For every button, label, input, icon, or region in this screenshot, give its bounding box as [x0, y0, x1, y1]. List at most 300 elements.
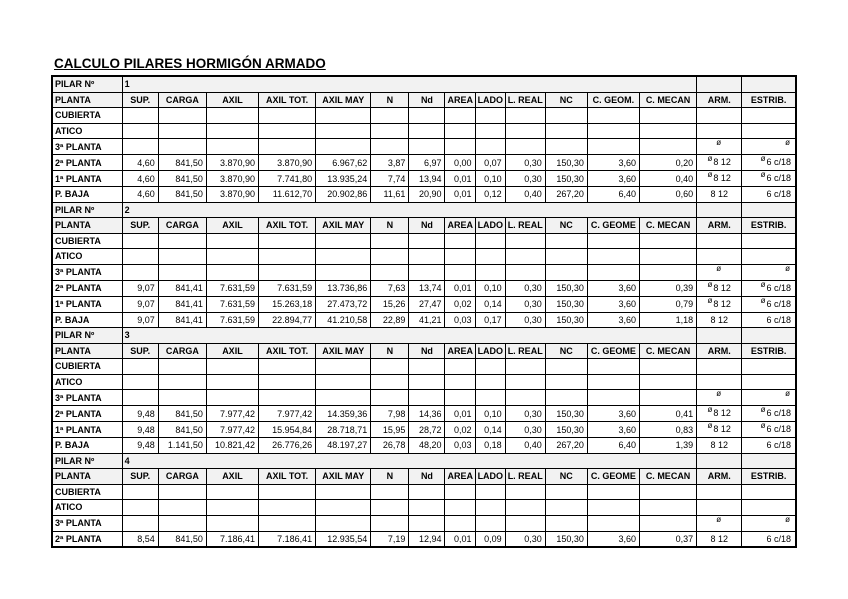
data-cell [316, 359, 371, 375]
planta-label: ATICO [52, 249, 122, 265]
data-cell [445, 249, 475, 265]
data-cell: 3,60 [587, 406, 639, 422]
data-cell: 9,48 [122, 406, 158, 422]
data-cell [409, 500, 445, 516]
data-cell: 0,02 [445, 422, 475, 438]
data-cell [409, 123, 445, 139]
planta-label: 2ª PLANTA [52, 155, 122, 171]
planta-row [52, 171, 796, 187]
planta-row [52, 108, 796, 124]
data-cell: 15.954,84 [259, 422, 316, 438]
data-cell: 0,30 [505, 155, 545, 171]
phi-symbol: ø [785, 264, 790, 273]
data-cell: 7.631,59 [206, 280, 258, 296]
data-cell [639, 264, 696, 280]
data-cell: 7.631,59 [259, 280, 316, 296]
data-cell [475, 123, 505, 139]
estribo-cell [742, 187, 796, 203]
data-cell: 0,14 [475, 296, 505, 312]
column-header: AXIL MAY [316, 343, 371, 359]
column-header: C. GEOM. [587, 92, 639, 108]
data-cell: 4,60 [122, 155, 158, 171]
data-cell: 7.977,42 [206, 406, 258, 422]
data-cell: 0,17 [475, 312, 505, 328]
data-cell [122, 500, 158, 516]
estribo-cell [742, 108, 796, 124]
column-header: AXIL [206, 218, 258, 234]
data-cell: 0,10 [475, 280, 505, 296]
data-cell: 7,63 [371, 280, 409, 296]
pilar-number: 4 [122, 453, 697, 469]
data-cell [122, 139, 158, 155]
data-cell [409, 139, 445, 155]
planta-row [52, 249, 796, 265]
data-cell: 841,50 [158, 422, 206, 438]
estribo-value: 6 c/18 [766, 157, 791, 167]
data-cell: 7.186,41 [259, 531, 316, 547]
estribo-value: 6 c/18 [766, 189, 791, 200]
data-cell [445, 374, 475, 390]
data-cell: 0,30 [505, 406, 545, 422]
data-cell: 15,95 [371, 422, 409, 438]
data-cell [475, 374, 505, 390]
data-cell [545, 374, 587, 390]
column-header: C. GEOME [587, 469, 639, 485]
data-cell [505, 249, 545, 265]
estribo-value: 6 c/18 [766, 533, 791, 544]
armadura-cell [697, 422, 742, 438]
data-cell [259, 249, 316, 265]
data-cell: 48,20 [409, 438, 445, 454]
data-cell [587, 500, 639, 516]
column-header: L. REAL [505, 92, 545, 108]
data-cell [206, 515, 258, 531]
data-cell: 3,60 [587, 312, 639, 328]
planta-row [52, 187, 796, 203]
data-cell [259, 500, 316, 516]
data-cell [259, 390, 316, 406]
data-cell [206, 359, 258, 375]
column-header: AREA [445, 92, 475, 108]
data-cell [545, 500, 587, 516]
data-cell [587, 123, 639, 139]
armadura-value: 8 12 [710, 314, 728, 325]
column-header: AXIL [206, 469, 258, 485]
data-cell: 11.612,70 [259, 187, 316, 203]
estribo-cell [742, 390, 796, 406]
planta-row [52, 312, 796, 328]
column-header: AXIL TOT. [259, 343, 316, 359]
data-cell: 15,26 [371, 296, 409, 312]
data-cell: 0,03 [445, 312, 475, 328]
column-header: N [371, 218, 409, 234]
column-header: NC [545, 218, 587, 234]
pilares-table [51, 75, 797, 548]
data-cell [475, 108, 505, 124]
column-header: CARGA [158, 218, 206, 234]
data-cell: 0,39 [639, 280, 696, 296]
empty-cell [742, 453, 796, 469]
data-cell [158, 484, 206, 500]
data-cell [259, 359, 316, 375]
data-cell: 0,01 [445, 531, 475, 547]
data-cell: 14,36 [409, 406, 445, 422]
data-cell [545, 359, 587, 375]
data-cell: 841,50 [158, 171, 206, 187]
data-cell [158, 500, 206, 516]
data-cell: 6.967,62 [316, 155, 371, 171]
planta-row [52, 531, 796, 547]
armadura-cell [697, 155, 742, 171]
data-cell: 6,40 [587, 187, 639, 203]
data-cell: 0,40 [505, 438, 545, 454]
estribo-cell [742, 264, 796, 280]
data-cell [371, 249, 409, 265]
data-cell: 150,30 [545, 406, 587, 422]
data-cell [371, 359, 409, 375]
data-cell: 0,40 [505, 187, 545, 203]
data-cell [445, 108, 475, 124]
planta-label: 3ª PLANTA [52, 139, 122, 155]
phi-symbol: ø [716, 264, 722, 273]
data-cell: 0,01 [445, 187, 475, 203]
data-cell: 0,30 [505, 280, 545, 296]
estribo-cell [742, 359, 796, 375]
column-header: ESTRIB. [742, 218, 796, 234]
estribo-cell [742, 438, 796, 454]
data-cell: 7.977,42 [259, 406, 316, 422]
estribo-value: 6 c/18 [766, 298, 791, 309]
data-cell: 7.631,59 [206, 312, 258, 328]
data-cell [206, 139, 258, 155]
phi-symbol: ø [707, 296, 713, 305]
data-cell [158, 359, 206, 375]
data-cell [505, 484, 545, 500]
data-cell: 0,01 [445, 280, 475, 296]
data-cell [587, 515, 639, 531]
data-cell: 0,01 [445, 406, 475, 422]
planta-label: 1ª PLANTA [52, 171, 122, 187]
empty-cell [697, 202, 742, 218]
data-cell [371, 139, 409, 155]
column-header: L. REAL [505, 218, 545, 234]
data-cell: 0,14 [475, 422, 505, 438]
armadura-value: 8 12 [713, 408, 731, 418]
column-header: LADO [475, 343, 505, 359]
data-cell [545, 108, 587, 124]
estribo-value: 6 c/18 [766, 282, 791, 293]
column-header: AXIL [206, 343, 258, 359]
data-cell [371, 108, 409, 124]
armadura-cell [697, 249, 742, 265]
data-cell [505, 139, 545, 155]
column-header: ARM. [697, 92, 742, 108]
data-cell: 0,00 [445, 155, 475, 171]
planta-label: P. BAJA [52, 438, 122, 454]
pilar-label: PILAR Nº [52, 202, 122, 218]
planta-row [52, 296, 796, 312]
column-header: AXIL TOT. [259, 469, 316, 485]
empty-cell [697, 76, 742, 92]
data-cell [639, 515, 696, 531]
planta-label: CUBIERTA [52, 484, 122, 500]
column-header: LADO [475, 92, 505, 108]
armadura-value: 8 12 [710, 440, 728, 451]
data-cell [371, 484, 409, 500]
data-cell: 22.894,77 [259, 312, 316, 328]
data-cell [639, 249, 696, 265]
armadura-cell [697, 531, 742, 547]
data-cell [158, 515, 206, 531]
column-header: L. REAL [505, 343, 545, 359]
data-cell: 9,07 [122, 280, 158, 296]
data-cell [445, 264, 475, 280]
data-cell [259, 264, 316, 280]
data-cell [122, 264, 158, 280]
planta-row [52, 422, 796, 438]
data-cell: 0,30 [505, 171, 545, 187]
armadura-cell [697, 108, 742, 124]
phi-symbol: ø [785, 515, 790, 524]
column-header: Nd [409, 92, 445, 108]
data-cell: 150,30 [545, 312, 587, 328]
planta-row [52, 233, 796, 249]
data-cell [206, 484, 258, 500]
data-cell [259, 123, 316, 139]
planta-label: P. BAJA [52, 312, 122, 328]
planta-row [52, 390, 796, 406]
data-cell: 3.870,90 [206, 155, 258, 171]
data-cell [158, 249, 206, 265]
data-cell [259, 484, 316, 500]
planta-label: 3ª PLANTA [52, 264, 122, 280]
data-cell [316, 123, 371, 139]
column-header: C. MECAN [639, 218, 696, 234]
planta-label: 2ª PLANTA [52, 406, 122, 422]
planta-row [52, 359, 796, 375]
column-header: PLANTA [52, 218, 122, 234]
armadura-cell [697, 406, 742, 422]
page-title: CALCULO PILARES HORMIGÓN ARMADO [54, 56, 326, 71]
data-cell [206, 108, 258, 124]
data-cell: 4,60 [122, 171, 158, 187]
data-cell [475, 515, 505, 531]
data-cell: 267,20 [545, 438, 587, 454]
column-header: N [371, 343, 409, 359]
armadura-value: 8 12 [713, 282, 731, 293]
armadura-cell [697, 438, 742, 454]
data-cell [505, 233, 545, 249]
phi-symbol: ø [760, 296, 766, 305]
data-cell [371, 515, 409, 531]
empty-cell [742, 328, 796, 344]
data-cell: 150,30 [545, 296, 587, 312]
data-cell [158, 123, 206, 139]
planta-label: 3ª PLANTA [52, 390, 122, 406]
data-cell [445, 500, 475, 516]
estribo-cell [742, 155, 796, 171]
phi-symbol: ø [707, 421, 713, 430]
data-cell: 6,40 [587, 438, 639, 454]
data-cell: 10.821,42 [206, 438, 258, 454]
data-cell [409, 359, 445, 375]
data-cell [259, 139, 316, 155]
data-cell [122, 484, 158, 500]
phi-symbol: ø [785, 389, 790, 398]
data-cell [206, 500, 258, 516]
data-cell [587, 264, 639, 280]
column-header: C. MECAN [639, 92, 696, 108]
estribo-cell [742, 123, 796, 139]
data-cell [445, 233, 475, 249]
data-cell: 150,30 [545, 155, 587, 171]
data-cell: 0,03 [445, 438, 475, 454]
estribo-value: 6 c/18 [766, 408, 791, 418]
column-header: C. GEOME [587, 218, 639, 234]
planta-label: ATICO [52, 123, 122, 139]
data-cell [505, 359, 545, 375]
data-cell [545, 484, 587, 500]
data-cell: 0,07 [475, 155, 505, 171]
data-cell [122, 515, 158, 531]
estribo-cell [742, 515, 796, 531]
phi-symbol: ø [760, 170, 766, 179]
data-cell [158, 264, 206, 280]
empty-cell [742, 76, 796, 92]
data-cell [316, 390, 371, 406]
column-header: AREA [445, 218, 475, 234]
data-cell: 841,50 [158, 531, 206, 547]
planta-row [52, 438, 796, 454]
data-cell [445, 515, 475, 531]
data-cell: 13.736,86 [316, 280, 371, 296]
estribo-cell [742, 531, 796, 547]
planta-row [52, 264, 796, 280]
column-header: Nd [409, 469, 445, 485]
pilar-label: PILAR Nº [52, 453, 122, 469]
estribo-cell [742, 406, 796, 422]
empty-cell [742, 202, 796, 218]
pilar-number: 3 [122, 328, 697, 344]
data-cell [639, 390, 696, 406]
data-cell: 3.870,90 [259, 155, 316, 171]
data-cell [206, 390, 258, 406]
phi-symbol: ø [716, 138, 722, 147]
data-cell [505, 108, 545, 124]
data-cell [475, 359, 505, 375]
data-cell [445, 484, 475, 500]
data-cell [158, 374, 206, 390]
phi-symbol: ø [760, 280, 766, 289]
data-cell [316, 484, 371, 500]
data-cell: 7,19 [371, 531, 409, 547]
data-cell: 6,97 [409, 155, 445, 171]
data-cell [409, 374, 445, 390]
estribo-cell [742, 374, 796, 390]
armadura-value: 8 12 [710, 189, 728, 200]
data-cell: 7.631,59 [206, 296, 258, 312]
column-header: N [371, 469, 409, 485]
pilar-number: 1 [122, 76, 697, 92]
data-cell [639, 484, 696, 500]
data-cell [371, 264, 409, 280]
phi-symbol: ø [707, 170, 713, 179]
phi-symbol: ø [760, 421, 766, 430]
estribo-cell [742, 312, 796, 328]
data-cell: 841,50 [158, 187, 206, 203]
armadura-value: 8 12 [713, 424, 731, 434]
data-cell: 0,41 [639, 406, 696, 422]
data-cell [639, 500, 696, 516]
planta-row [52, 500, 796, 516]
data-cell: 150,30 [545, 171, 587, 187]
planta-label: 1ª PLANTA [52, 422, 122, 438]
data-cell [409, 484, 445, 500]
data-cell [316, 500, 371, 516]
data-cell: 841,41 [158, 312, 206, 328]
planta-row [52, 484, 796, 500]
column-header: ARM. [697, 343, 742, 359]
planta-row [52, 139, 796, 155]
column-header: CARGA [158, 469, 206, 485]
column-header: PLANTA [52, 469, 122, 485]
data-cell [206, 264, 258, 280]
data-cell [545, 264, 587, 280]
data-cell [409, 108, 445, 124]
armadura-value: 8 12 [713, 173, 731, 183]
data-cell: 0,12 [475, 187, 505, 203]
data-cell: 3,87 [371, 155, 409, 171]
data-cell [587, 484, 639, 500]
data-cell [206, 233, 258, 249]
column-header: SUP. [122, 343, 158, 359]
data-cell [587, 233, 639, 249]
data-cell: 41,21 [409, 312, 445, 328]
column-header: C. GEOME [587, 343, 639, 359]
data-cell [371, 390, 409, 406]
column-header: SUP. [122, 218, 158, 234]
planta-row [52, 515, 796, 531]
estribo-value: 6 c/18 [766, 314, 791, 325]
column-header: AREA [445, 343, 475, 359]
estribo-value: 6 c/18 [766, 440, 791, 451]
column-header: C. MECAN [639, 469, 696, 485]
data-cell [259, 233, 316, 249]
data-cell: 150,30 [545, 280, 587, 296]
data-cell [122, 123, 158, 139]
pilar-row [52, 76, 796, 92]
phi-symbol: ø [707, 405, 713, 414]
data-cell [259, 108, 316, 124]
armadura-cell [697, 187, 742, 203]
data-cell: 150,30 [545, 422, 587, 438]
data-cell: 1.141,50 [158, 438, 206, 454]
armadura-cell [697, 312, 742, 328]
armadura-cell [697, 296, 742, 312]
data-cell: 0,10 [475, 171, 505, 187]
data-cell: 27,47 [409, 296, 445, 312]
data-cell: 841,41 [158, 296, 206, 312]
data-cell [545, 249, 587, 265]
data-cell: 841,50 [158, 155, 206, 171]
data-cell: 0,09 [475, 531, 505, 547]
column-header: ARM. [697, 218, 742, 234]
data-cell [639, 374, 696, 390]
data-cell: 41.210,58 [316, 312, 371, 328]
data-cell: 9,48 [122, 422, 158, 438]
column-header: SUP. [122, 92, 158, 108]
planta-row [52, 123, 796, 139]
